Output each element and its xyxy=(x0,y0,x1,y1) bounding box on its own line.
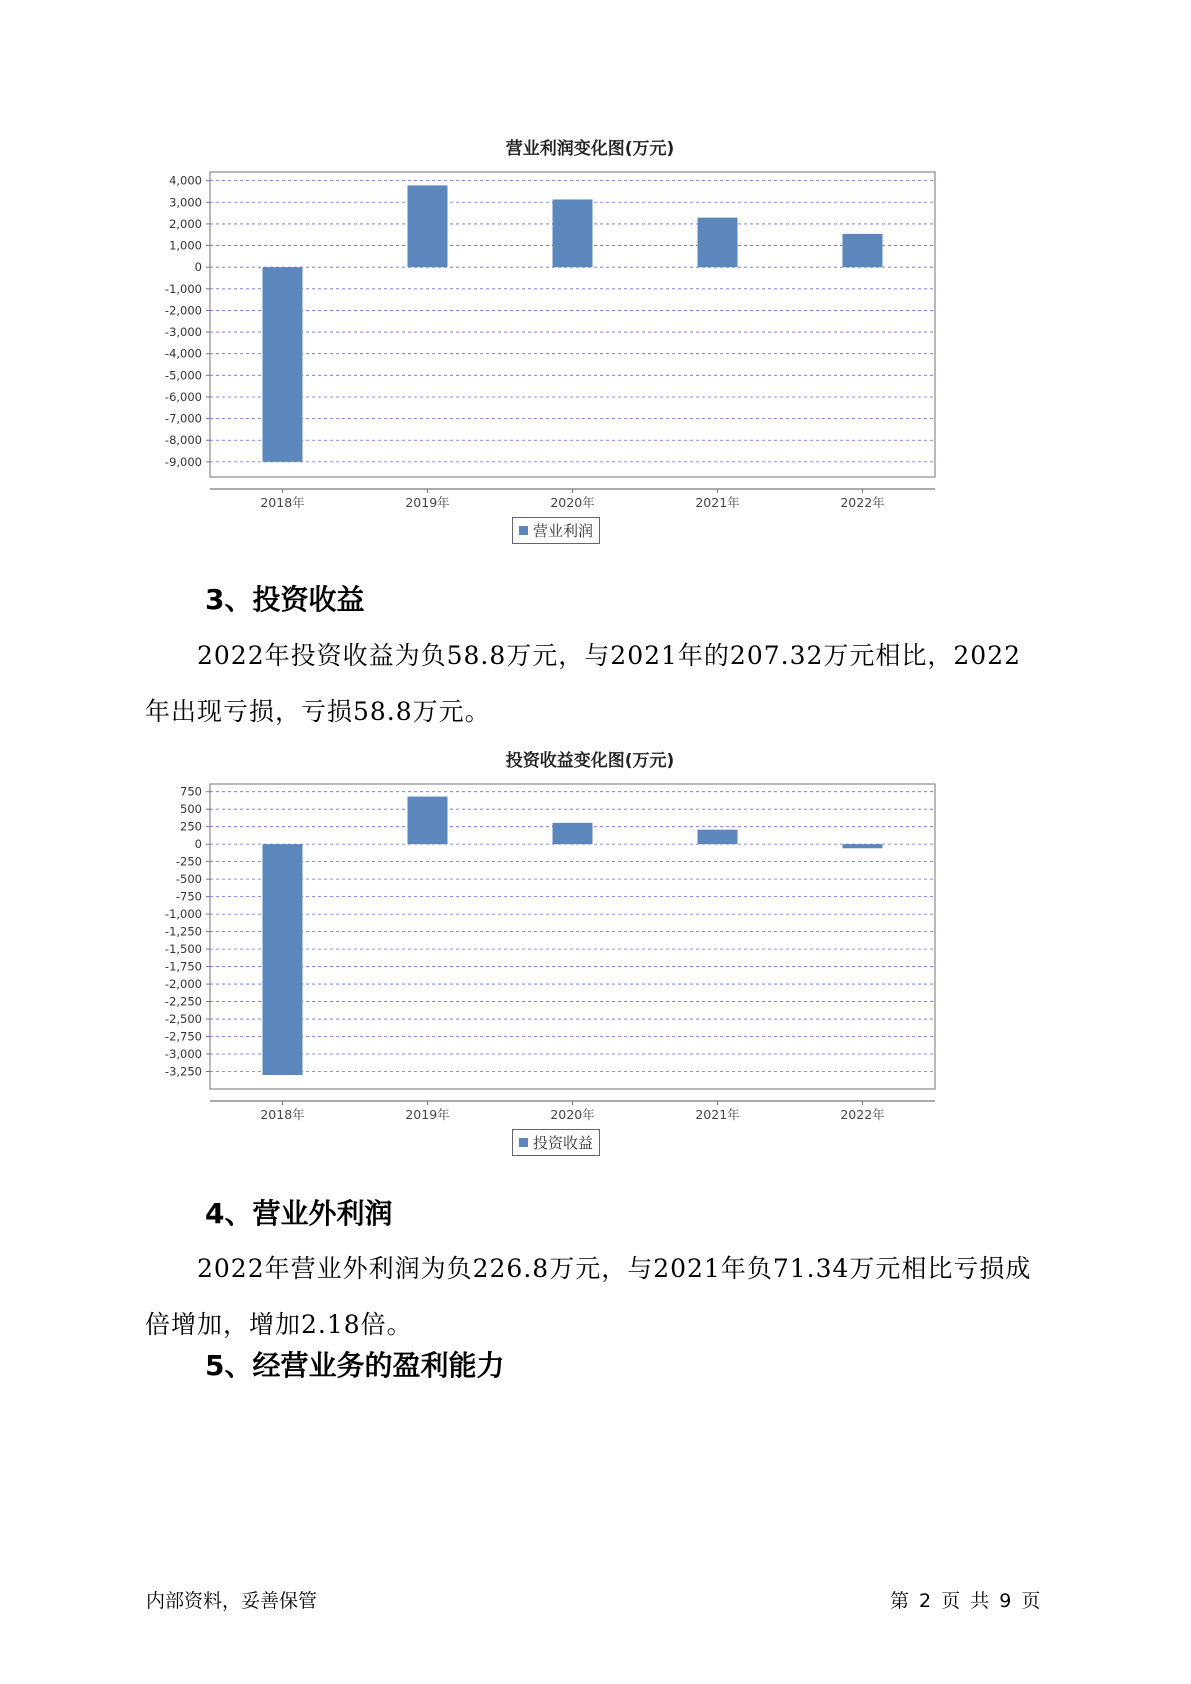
x-tick-label: 2021年 xyxy=(695,1107,740,1122)
y-tick-label: -750 xyxy=(175,889,202,904)
section-heading-profitability: 5、经营业务的盈利能力 xyxy=(205,1349,505,1382)
y-tick-label: -8,000 xyxy=(164,433,202,448)
y-tick-label: -2,500 xyxy=(164,1012,202,1027)
chart-legend xyxy=(512,1129,600,1156)
y-tick-label: 0 xyxy=(194,260,202,275)
y-tick-label: -6,000 xyxy=(164,389,202,404)
x-tick-label: 2021年 xyxy=(695,495,740,510)
y-tick-label: -2,000 xyxy=(164,977,202,992)
x-tick-label: 2020年 xyxy=(550,495,595,510)
footer-confidential: 内部资料，妥善保管 xyxy=(146,1590,318,1612)
bar xyxy=(553,823,593,844)
operating-profit-chart-svg xyxy=(160,166,1020,546)
x-tick-label: 2022年 xyxy=(840,1107,885,1122)
investment-income-chart-svg xyxy=(160,778,1020,1158)
y-tick-label: -1,500 xyxy=(164,942,202,957)
y-tick-label: 0 xyxy=(194,837,202,852)
bar xyxy=(553,199,593,267)
section-heading-investment: 3、投资收益 xyxy=(205,583,365,616)
bar xyxy=(843,844,883,848)
bar xyxy=(408,185,448,267)
y-tick-label: -3,000 xyxy=(164,1047,202,1062)
bar xyxy=(263,844,303,1075)
y-tick-label: -1,000 xyxy=(164,907,202,922)
operating-profit-chart xyxy=(160,130,1020,550)
y-tick-label: -2,250 xyxy=(164,994,202,1009)
y-tick-label: -2,000 xyxy=(164,303,202,318)
y-tick-label: -4,000 xyxy=(164,346,202,361)
x-tick-label: 2020年 xyxy=(550,1107,595,1122)
y-tick-label: 250 xyxy=(180,819,202,834)
y-tick-label: 4,000 xyxy=(169,173,202,188)
legend-swatch xyxy=(519,1138,528,1147)
chart-title: 投资收益变化图(万元) xyxy=(505,751,675,771)
y-tick-label: -3,000 xyxy=(164,325,202,340)
chart-title: 营业利润变化图(万元) xyxy=(505,139,675,159)
y-tick-label: -1,250 xyxy=(164,924,202,939)
investment-income-chart xyxy=(160,742,1020,1162)
x-tick-label: 2018年 xyxy=(260,1107,305,1122)
y-tick-label: -9,000 xyxy=(164,454,202,469)
legend-label: 营业利润 xyxy=(533,522,594,540)
footer-page-number: 第 2 页 共 9 页 xyxy=(890,1590,1041,1612)
nonoperating-paragraph: 2022年营业外利润为负226.8万元，与2021年负71.34万元相比亏损成倍增加，增加2.18倍。 xyxy=(145,1254,1032,1339)
bar xyxy=(843,234,883,267)
y-tick-label: -500 xyxy=(175,872,202,887)
y-tick-label: 1,000 xyxy=(169,238,202,253)
bar xyxy=(408,797,448,845)
x-tick-label: 2018年 xyxy=(260,495,305,510)
y-tick-label: 2,000 xyxy=(169,216,202,231)
legend-swatch xyxy=(519,526,528,535)
x-tick-label: 2019年 xyxy=(405,1107,450,1122)
x-tick-label: 2022年 xyxy=(840,495,885,510)
x-tick-label: 2019年 xyxy=(405,495,450,510)
chart-legend xyxy=(512,517,600,544)
y-tick-label: -2,750 xyxy=(164,1029,202,1044)
investment-paragraph: 2022年投资收益为负58.8万元，与2021年的207.32万元相比，2022年出现亏损，亏损58.8万元。 xyxy=(145,641,1022,726)
bar xyxy=(698,218,738,268)
y-tick-label: -1,000 xyxy=(164,281,202,296)
y-tick-label: 3,000 xyxy=(169,195,202,210)
y-tick-label: -7,000 xyxy=(164,411,202,426)
y-tick-label: -1,750 xyxy=(164,959,202,974)
bar xyxy=(263,267,303,462)
legend-label: 投资收益 xyxy=(533,1134,594,1152)
y-tick-label: 500 xyxy=(180,802,202,817)
bar xyxy=(698,830,738,845)
y-tick-label: -3,250 xyxy=(164,1064,202,1079)
section-heading-nonoperating: 4、营业外利润 xyxy=(205,1197,393,1230)
y-tick-label: -5,000 xyxy=(164,368,202,383)
y-tick-label: 750 xyxy=(180,784,202,799)
y-tick-label: -250 xyxy=(175,854,202,869)
